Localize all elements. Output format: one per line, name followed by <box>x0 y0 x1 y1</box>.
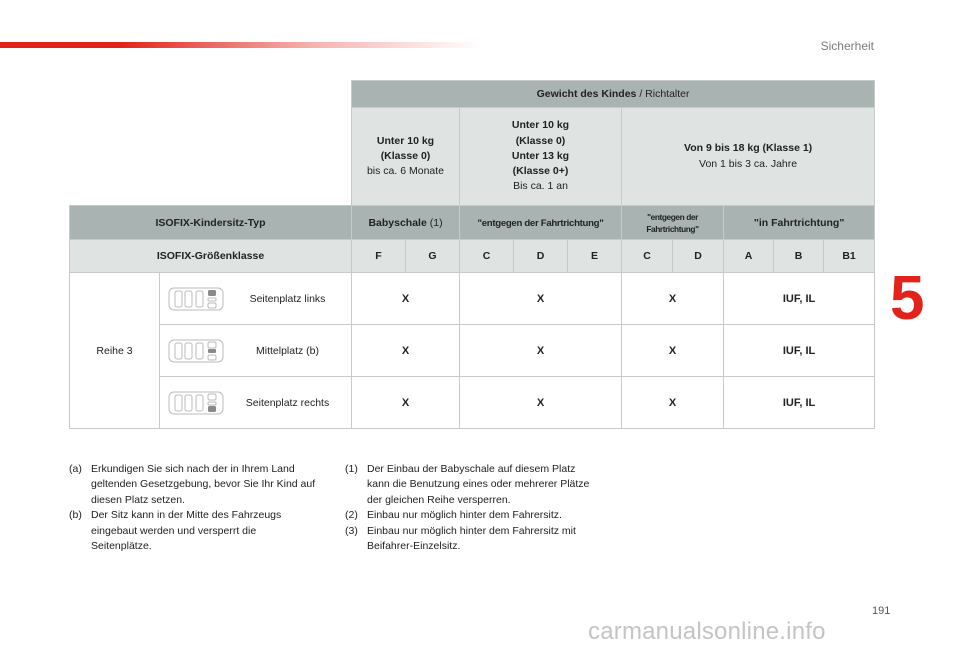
note-item: (a) Erkundigen Sie sich nach der in Ihrem Land geltenden Gesetzgebung, bevor Sie Ihr Kind auf diesen Platz setzen. <box>69 463 316 506</box>
size-label: ISOFIX-Größenklasse <box>70 240 352 273</box>
isofix-table <box>69 80 875 429</box>
table-cell: X <box>460 273 622 325</box>
type-rear-facing-2: "entgegen der Fahrtrichtung" <box>622 206 724 240</box>
seat-label: Seitenplatz rechts <box>245 396 330 409</box>
table-cell: X <box>622 377 724 429</box>
note-item: (3) Einbau nur möglich hinter dem Fahrersitz mit Beifahrer-Einzelsitz. <box>345 524 576 553</box>
size-class: D <box>673 240 724 273</box>
table-cell: X <box>352 377 460 429</box>
type-forward-facing: "in Fahrtrichtung" <box>724 206 875 240</box>
note-item: (1) Der Einbau der Babyschale auf diesem Platz kann die Benutzung eines oder mehrerer Plätze der gleichen Reihe versperren. <box>345 463 590 506</box>
car-seat-diagram-icon <box>168 391 224 415</box>
note-item: (2) Einbau nur möglich hinter dem Fahrersitz. <box>345 509 562 522</box>
size-class: B1 <box>824 240 875 273</box>
table-row <box>70 377 875 429</box>
chapter-number: 5 <box>890 264 925 333</box>
seat-cell <box>160 325 352 377</box>
seat-cell <box>160 377 352 429</box>
type-rear-facing-1: "entgegen der Fahrtrichtung" <box>460 206 622 240</box>
page-number: 191 <box>872 605 891 617</box>
seat-cell <box>160 273 352 325</box>
car-seat-diagram-icon <box>168 339 224 363</box>
car-seat-diagram-icon <box>168 287 224 311</box>
size-class: C <box>460 240 514 273</box>
category-1: Von 9 bis 18 kg (Klasse 1) Von 1 bis 3 ca. Jahre <box>622 108 875 206</box>
category-0: Unter 10 kg (Klasse 0) bis ca. 6 Monate <box>352 108 460 206</box>
size-class: D <box>514 240 568 273</box>
note-item: (b) Der Sitz kann in der Mitte des Fahrzeugs eingebaut werden und versperrt die Seitenplätze. <box>69 509 282 553</box>
row-group-label: Reihe 3 <box>70 273 160 429</box>
seat-label: Mittelplatz (b) <box>255 344 319 357</box>
seat-label: Seitenplatz links <box>249 292 326 305</box>
table-row <box>70 273 875 325</box>
notes-left <box>69 462 319 554</box>
table-cell: X <box>460 377 622 429</box>
table-cell: IUF, IL <box>724 325 875 377</box>
size-class: B <box>774 240 824 273</box>
table-cell: X <box>622 273 724 325</box>
type-label: ISOFIX-Kindersitz-Typ <box>70 206 352 240</box>
table-cell: IUF, IL <box>724 377 875 429</box>
table-row <box>70 325 875 377</box>
table-cell: X <box>352 325 460 377</box>
size-class: A <box>724 240 774 273</box>
watermark[interactable]: carmanualsonline.info <box>588 618 826 645</box>
size-class: F <box>352 240 406 273</box>
table-cell: X <box>460 325 622 377</box>
table-cell: IUF, IL <box>724 273 875 325</box>
notes-right <box>345 462 595 554</box>
size-class: G <box>406 240 460 273</box>
weight-header: Gewicht des Kindes / Richtalter <box>352 81 875 108</box>
type-babyschale: Babyschale (1) <box>352 206 460 240</box>
size-class: E <box>568 240 622 273</box>
category-0-plus: Unter 10 kg (Klasse 0) Unter 13 kg (Klasse 0+) Bis ca. 1 an <box>460 108 622 206</box>
size-class: C <box>622 240 673 273</box>
table-cell: X <box>622 325 724 377</box>
section-title: Sicherheit <box>820 39 874 53</box>
header-accent-bar <box>0 42 480 48</box>
table-cell: X <box>352 273 460 325</box>
